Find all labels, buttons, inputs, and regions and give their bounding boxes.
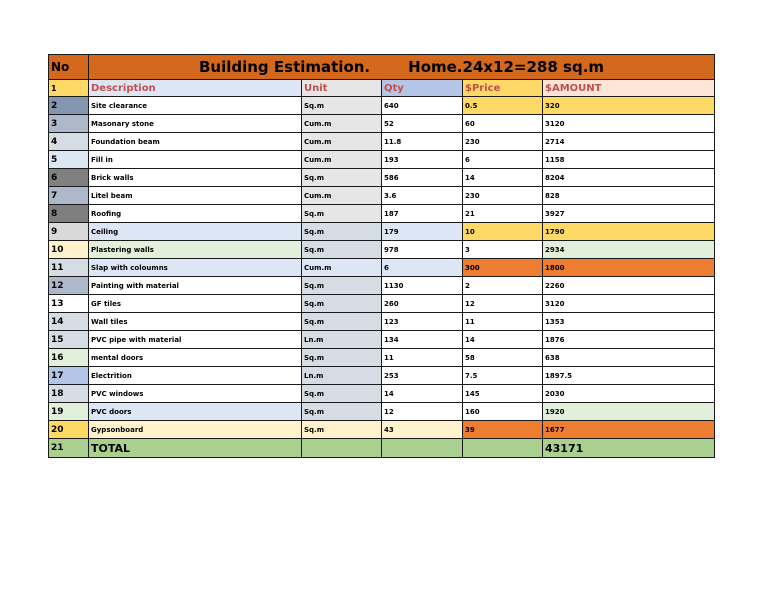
unit-cell[interactable]: Cum.m <box>302 133 382 151</box>
qty-cell[interactable]: 640 <box>382 97 463 115</box>
qty-cell[interactable]: 586 <box>382 169 463 187</box>
amount-cell[interactable]: 1876 <box>543 331 715 349</box>
row-number-cell[interactable]: 12 <box>49 277 89 295</box>
unit-cell[interactable]: Sq.m <box>302 349 382 367</box>
qty-cell[interactable]: 43 <box>382 421 463 439</box>
row-number-cell[interactable]: 11 <box>49 259 89 277</box>
row-number-cell[interactable]: 19 <box>49 403 89 421</box>
header-row <box>49 80 715 97</box>
qty-cell[interactable]: 179 <box>382 223 463 241</box>
empty-cell[interactable] <box>463 439 543 458</box>
qty-cell[interactable]: 187 <box>382 205 463 223</box>
unit-cell[interactable]: Sq.m <box>302 205 382 223</box>
unit-cell[interactable]: Sq.m <box>302 277 382 295</box>
description-cell[interactable]: Painting with material <box>89 277 302 295</box>
price-cell[interactable]: 160 <box>463 403 543 421</box>
description-cell[interactable]: Foundation beam <box>89 133 302 151</box>
amount-cell[interactable]: 2714 <box>543 133 715 151</box>
price-cell[interactable]: 39 <box>463 421 543 439</box>
price-cell[interactable]: 230 <box>463 187 543 205</box>
qty-cell[interactable]: 11 <box>382 349 463 367</box>
table-row <box>49 187 715 205</box>
row-number-cell[interactable]: 16 <box>49 349 89 367</box>
amount-cell[interactable]: 1353 <box>543 313 715 331</box>
amount-cell[interactable]: 828 <box>543 187 715 205</box>
qty-cell[interactable]: 6 <box>382 259 463 277</box>
unit-cell[interactable]: Sq.m <box>302 223 382 241</box>
amount-cell[interactable]: 3927 <box>543 205 715 223</box>
price-cell[interactable]: 14 <box>463 331 543 349</box>
amount-cell[interactable]: 8204 <box>543 169 715 187</box>
price-cell[interactable]: 12 <box>463 295 543 313</box>
description-cell[interactable]: Masonary stone <box>89 115 302 133</box>
price-cell[interactable]: 60 <box>463 115 543 133</box>
price-cell[interactable]: 58 <box>463 349 543 367</box>
unit-cell[interactable]: Cum.m <box>302 115 382 133</box>
row-number-cell[interactable]: 6 <box>49 169 89 187</box>
amount-cell[interactable]: 1897.5 <box>543 367 715 385</box>
title-row <box>49 55 715 80</box>
price-cell[interactable]: 2 <box>463 277 543 295</box>
qty-cell[interactable]: 14 <box>382 385 463 403</box>
price-cell[interactable]: 3 <box>463 241 543 259</box>
unit-cell[interactable]: Sq.m <box>302 169 382 187</box>
table-row <box>49 331 715 349</box>
table-row <box>49 115 715 133</box>
amount-cell[interactable]: 1158 <box>543 151 715 169</box>
unit-cell[interactable]: Sq.m <box>302 385 382 403</box>
description-cell[interactable]: Wall tiles <box>89 313 302 331</box>
row-number-cell[interactable]: 7 <box>49 187 89 205</box>
header-qty-cell[interactable]: Qty <box>382 80 463 97</box>
total-row <box>49 439 715 458</box>
header-description-cell[interactable]: Description <box>89 80 302 97</box>
sheet-title-cell[interactable] <box>89 55 715 80</box>
description-cell[interactable]: PVC pipe with material <box>89 331 302 349</box>
qty-cell[interactable]: 123 <box>382 313 463 331</box>
qty-cell[interactable]: 1130 <box>382 277 463 295</box>
table-row <box>49 97 715 115</box>
row-number-cell[interactable]: 8 <box>49 205 89 223</box>
qty-cell[interactable]: 3.6 <box>382 187 463 205</box>
price-cell[interactable]: 0.5 <box>463 97 543 115</box>
amount-cell[interactable]: 3120 <box>543 115 715 133</box>
unit-cell[interactable]: Ln.m <box>302 367 382 385</box>
table-row <box>49 403 715 421</box>
description-cell[interactable]: Roofing <box>89 205 302 223</box>
qty-cell[interactable]: 260 <box>382 295 463 313</box>
amount-cell[interactable]: 2030 <box>543 385 715 403</box>
header-amount-cell[interactable]: $AMOUNT <box>543 80 715 97</box>
table-row <box>49 133 715 151</box>
total-amount-cell[interactable]: 43171 <box>543 439 715 458</box>
price-cell[interactable]: 7.5 <box>463 367 543 385</box>
description-cell[interactable]: Fill in <box>89 151 302 169</box>
description-cell[interactable]: Brick walls <box>89 169 302 187</box>
description-cell[interactable]: Slap with coloumns <box>89 259 302 277</box>
unit-cell[interactable]: Sq.m <box>302 97 382 115</box>
qty-cell[interactable]: 12 <box>382 403 463 421</box>
price-cell[interactable]: 14 <box>463 169 543 187</box>
table-row <box>49 295 715 313</box>
table-row <box>49 277 715 295</box>
amount-cell[interactable]: 1800 <box>543 259 715 277</box>
row-number-cell[interactable]: 13 <box>49 295 89 313</box>
unit-cell[interactable]: Ln.m <box>302 331 382 349</box>
row-number-cell[interactable]: 5 <box>49 151 89 169</box>
amount-cell[interactable]: 1677 <box>543 421 715 439</box>
table-row <box>49 169 715 187</box>
table-row <box>49 385 715 403</box>
description-cell[interactable]: PVC windows <box>89 385 302 403</box>
row-number-cell[interactable]: 20 <box>49 421 89 439</box>
qty-cell[interactable]: 253 <box>382 367 463 385</box>
row-number-cell[interactable]: 3 <box>49 115 89 133</box>
empty-cell[interactable] <box>302 439 382 458</box>
amount-cell[interactable]: 1790 <box>543 223 715 241</box>
unit-cell[interactable]: Cum.m <box>302 187 382 205</box>
total-number-cell[interactable]: 21 <box>49 439 89 458</box>
description-cell[interactable]: Gypsonboard <box>89 421 302 439</box>
sheet-title: Building Estimation. <box>198 58 371 76</box>
table-row <box>49 205 715 223</box>
description-cell[interactable]: PVC doors <box>89 403 302 421</box>
unit-cell[interactable]: Sq.m <box>302 295 382 313</box>
unit-cell[interactable]: Sq.m <box>302 313 382 331</box>
unit-cell[interactable]: Sq.m <box>302 421 382 439</box>
qty-cell[interactable]: 134 <box>382 331 463 349</box>
sheet-subtitle: Home.24x12=288 sq.m <box>408 58 605 76</box>
row-number-cell[interactable]: 2 <box>49 97 89 115</box>
unit-cell[interactable]: Cum.m <box>302 259 382 277</box>
qty-cell[interactable]: 978 <box>382 241 463 259</box>
table-row <box>49 349 715 367</box>
description-cell[interactable]: mental doors <box>89 349 302 367</box>
table-row <box>49 367 715 385</box>
header-unit-cell[interactable]: Unit <box>302 80 382 97</box>
qty-cell[interactable]: 11.8 <box>382 133 463 151</box>
description-cell[interactable]: Litel beam <box>89 187 302 205</box>
price-cell[interactable]: 6 <box>463 151 543 169</box>
price-cell[interactable]: 21 <box>463 205 543 223</box>
table-row <box>49 241 715 259</box>
row-number-cell[interactable]: 4 <box>49 133 89 151</box>
table-row <box>49 151 715 169</box>
price-cell[interactable]: 10 <box>463 223 543 241</box>
description-cell[interactable]: Site clearance <box>89 97 302 115</box>
amount-cell[interactable]: 2934 <box>543 241 715 259</box>
estimation-table <box>48 54 715 458</box>
qty-cell[interactable]: 193 <box>382 151 463 169</box>
table-row <box>49 259 715 277</box>
unit-cell[interactable]: Cum.m <box>302 151 382 169</box>
qty-cell[interactable]: 52 <box>382 115 463 133</box>
description-cell[interactable]: Ceiling <box>89 223 302 241</box>
row-number-cell[interactable]: 10 <box>49 241 89 259</box>
row-number-cell[interactable]: 18 <box>49 385 89 403</box>
amount-cell[interactable]: 638 <box>543 349 715 367</box>
price-cell[interactable]: 11 <box>463 313 543 331</box>
row-number-cell[interactable]: 14 <box>49 313 89 331</box>
header-no-cell[interactable]: 1 <box>49 80 89 97</box>
price-cell[interactable]: 300 <box>463 259 543 277</box>
no-header-cell[interactable]: No <box>49 55 89 80</box>
row-number-cell[interactable]: 9 <box>49 223 89 241</box>
amount-cell[interactable]: 320 <box>543 97 715 115</box>
description-cell[interactable]: GF tiles <box>89 295 302 313</box>
unit-cell[interactable]: Sq.m <box>302 403 382 421</box>
amount-cell[interactable]: 3120 <box>543 295 715 313</box>
total-label-cell[interactable]: TOTAL <box>89 439 302 458</box>
amount-cell[interactable]: 2260 <box>543 277 715 295</box>
unit-cell[interactable]: Sq.m <box>302 241 382 259</box>
table-row <box>49 313 715 331</box>
row-number-cell[interactable]: 15 <box>49 331 89 349</box>
description-cell[interactable]: Electrition <box>89 367 302 385</box>
header-price-cell[interactable]: $Price <box>463 80 543 97</box>
table-row <box>49 223 715 241</box>
row-number-cell[interactable]: 17 <box>49 367 89 385</box>
empty-cell[interactable] <box>382 439 463 458</box>
amount-cell[interactable]: 1920 <box>543 403 715 421</box>
table-row <box>49 421 715 439</box>
description-cell[interactable]: Plastering walls <box>89 241 302 259</box>
price-cell[interactable]: 230 <box>463 133 543 151</box>
price-cell[interactable]: 145 <box>463 385 543 403</box>
